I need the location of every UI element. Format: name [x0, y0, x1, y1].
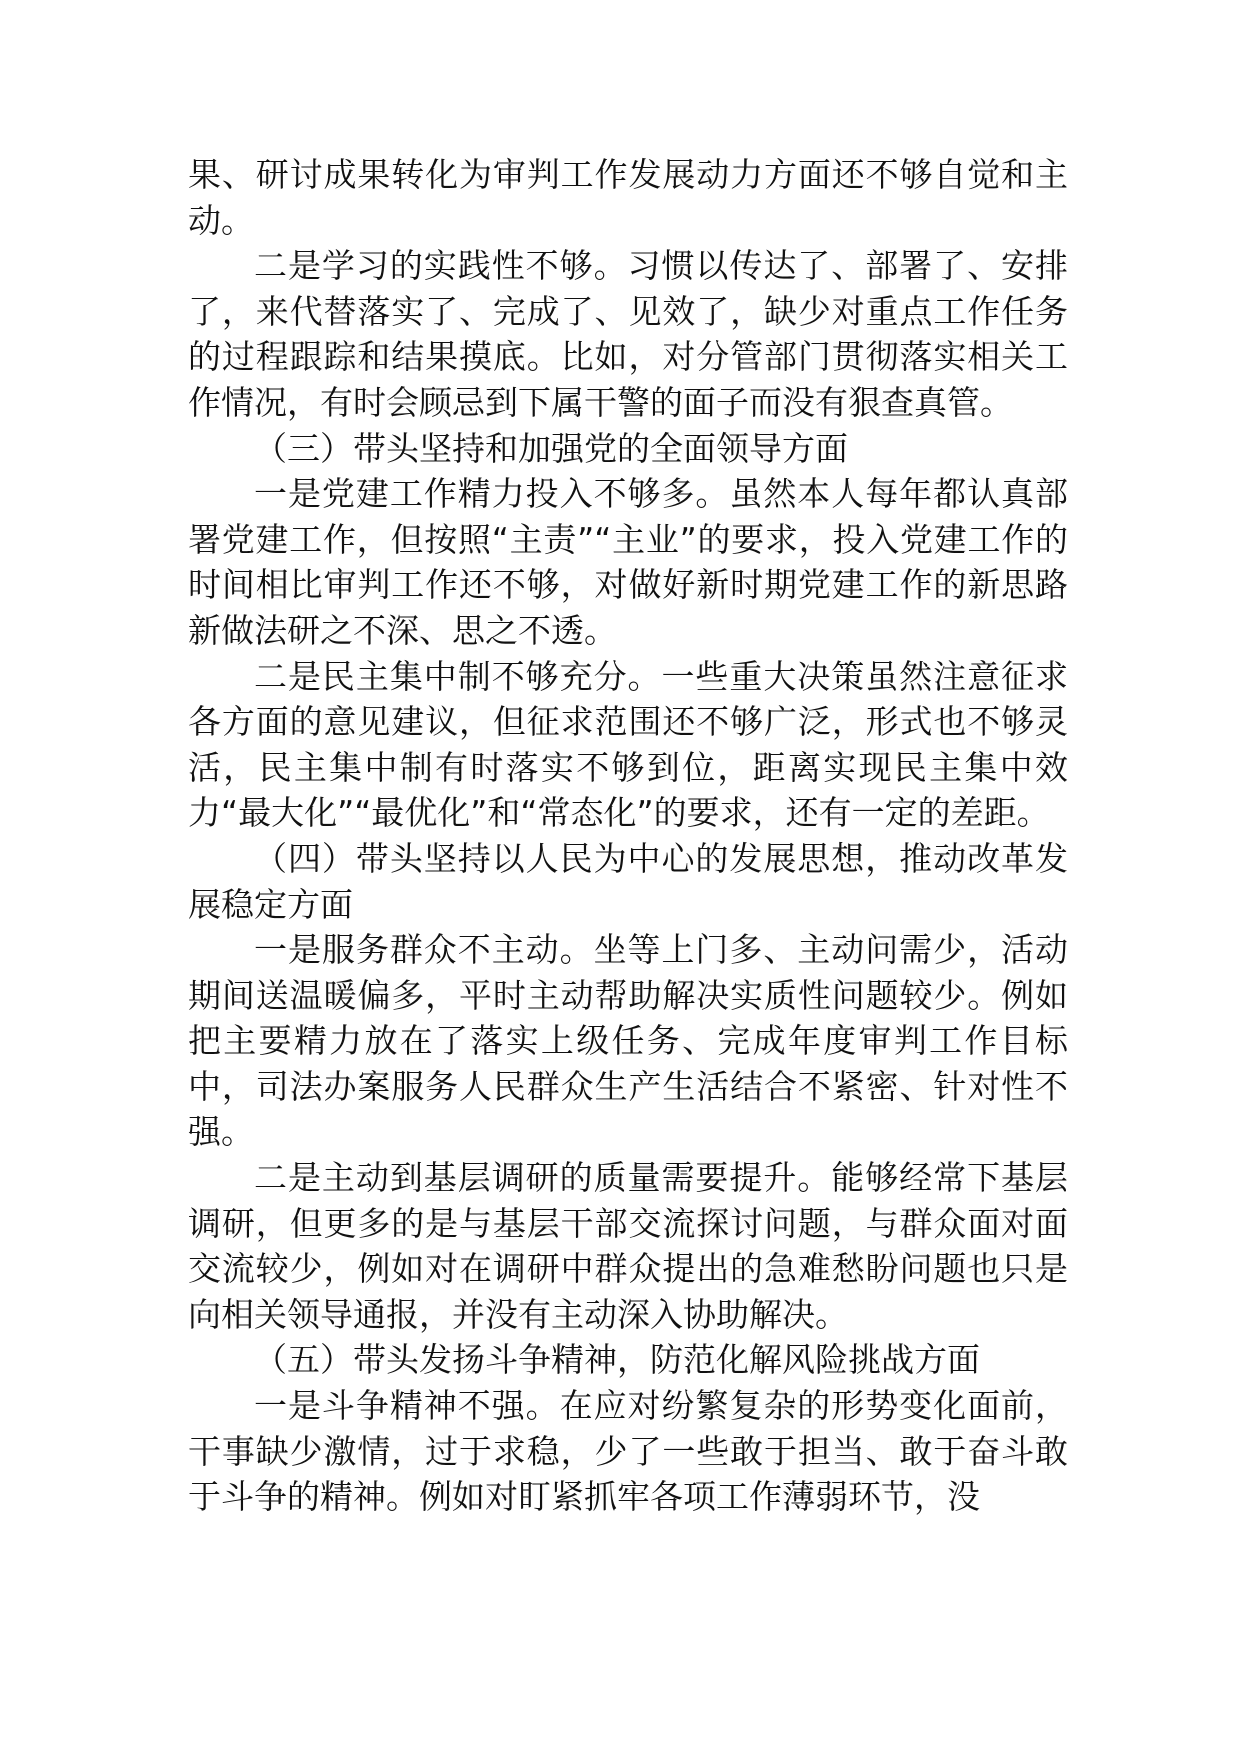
- paragraph-study-practice: 二是学习的实践性不够。习惯以传达了、部署了、安排了，来代替落实了、完成了、见效了，缺少对重点工作任务的过程跟踪和结果摸底。比如，对分管部门贯彻落实相关工作情况，有时会顾忌到下属干警的面子而没有狠查真管。: [188, 246, 1068, 422]
- paragraph-fighting-spirit: 一是斗争精神不强。在应对纷繁复杂的形势变化面前，干事缺少激情，过于求稳，少了一些敢于担当、敢于奋斗敢于斗争的精神。例如对盯紧抓牢各项工作薄弱环节，没: [188, 1386, 1068, 1517]
- paragraph-grassroots-research: 二是主动到基层调研的质量需要提升。能够经常下基层调研，但更多的是与基层干部交流探讨问题，与群众面对面交流较少，例如对在调研中群众提出的急难愁盼问题也只是向相关领导通报，并没有主动深入协助解决。: [188, 1158, 1068, 1334]
- section-heading-4: （四）带头坚持以人民为中心的发展思想，推动改革发展稳定方面: [188, 838, 1068, 924]
- section-heading-5: （五）带头发扬斗争精神，防范化解风险挑战方面: [254, 1340, 980, 1380]
- paragraph-democratic-centralism: 二是民主集中制不够充分。一些重大决策虽然注意征求各方面的意见建议，但征求范围还不够广泛，形式也不够灵活，民主集中制有时落实不够到位，距离实现民主集中效力“最大化”“最优化”和“常态化”的要求，还有一定的差距。: [188, 656, 1068, 833]
- paragraph-party-building: 一是党建工作精力投入不够多。虽然本人每年都认真部署党建工作，但按照“主责”“主业”的要求，投入党建工作的时间相比审判工作还不够，对做好新时期党建工作的新思路新做法研之不深、思之不透。: [188, 474, 1068, 650]
- document-body: [188, 152, 1068, 1520]
- paragraph-serving-masses: 一是服务群众不主动。坐等上门多、主动问需少，活动期间送温暖偏多，平时主动帮助解决实质性问题较少。例如把主要精力放在了落实上级任务、完成年度审判工作目标中，司法办案服务人民群众生产生活结合不紧密、针对性不强。: [188, 930, 1068, 1152]
- paragraph-continued: 果、研讨成果转化为审判工作发展动力方面还不够自觉和主动。: [188, 155, 1068, 240]
- section-heading-3: （三）带头坚持和加强党的全面领导方面: [254, 428, 848, 468]
